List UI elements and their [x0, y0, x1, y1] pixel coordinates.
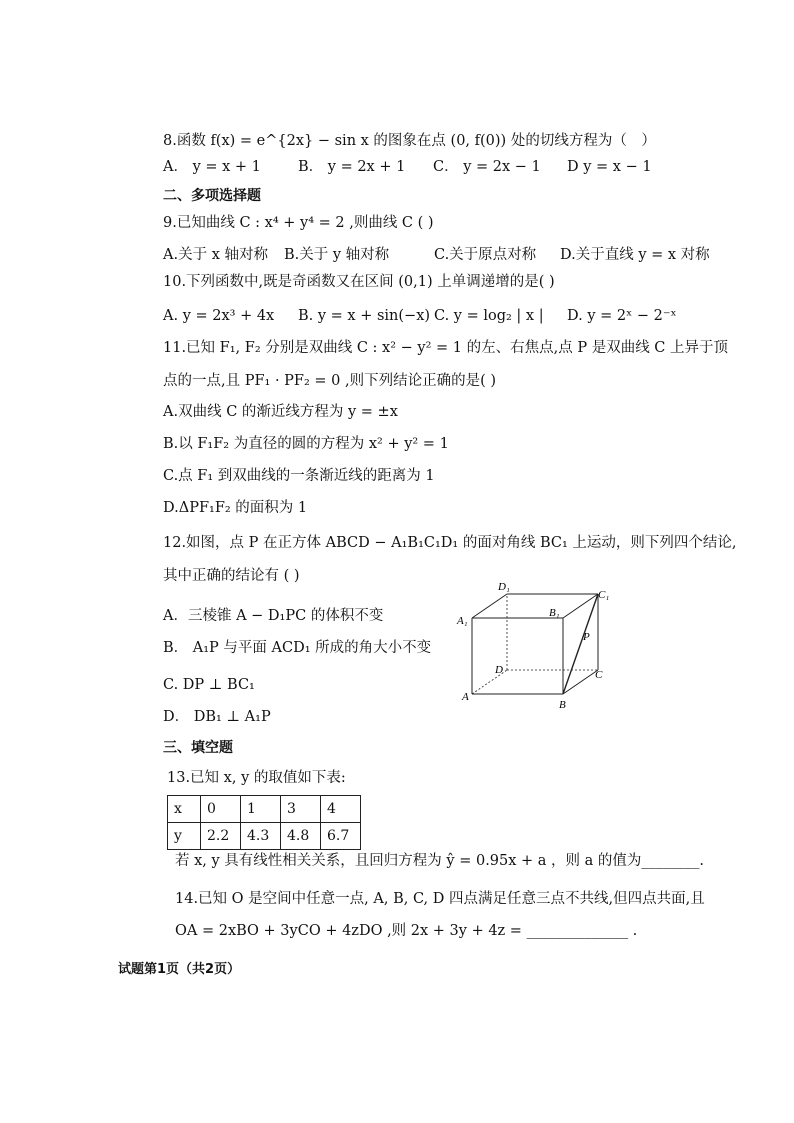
- cube-label-a: A: [462, 691, 469, 703]
- table-cell: y: [168, 823, 201, 850]
- q12-option-d: D． DB₁ ⊥ A₁P: [163, 709, 271, 725]
- table-cell: 4: [321, 796, 361, 823]
- q14-stem-line1: 14.已知 O 是空间中任意一点, A, B, C, D 四点满足任意三点不共线,但四点共面,且: [175, 891, 705, 907]
- q9-option-a: A.关于 x 轴对称: [163, 247, 268, 263]
- q13-regression-sentence: 若 x, y 具有线性相关关系，且回归方程为 ŷ = 0.95x + a ，则 a 的值为________.: [175, 853, 705, 869]
- cube-label-d1: D₁: [498, 581, 510, 593]
- q11-option-b: B.以 F₁F₂ 为直径的圆的方程为 x² + y² = 1: [163, 436, 449, 452]
- q10-option-d: D. y = 2ˣ − 2⁻ˣ: [567, 308, 677, 324]
- q12-option-c: C. DP ⊥ BC₁: [163, 677, 255, 693]
- section-title-fill-in: 三、填空题: [163, 740, 233, 756]
- q11-option-d: D.ΔPF₁F₂ 的面积为 1: [163, 500, 308, 516]
- q13-stem: 13.已知 x, y 的取值如下表:: [167, 770, 346, 786]
- page-footer: 试题第1页（共2页）: [118, 962, 241, 977]
- q9-option-b: B.关于 y 轴对称: [284, 247, 390, 263]
- q12-option-b: B． A₁P 与平面 ACD₁ 所成的角大小不变: [163, 640, 432, 656]
- table-cell: 4.3: [241, 823, 281, 850]
- table-cell: x: [168, 796, 201, 823]
- q8-option-a: A． y = x + 1: [163, 159, 261, 175]
- q10-stem: 10.下列函数中,既是奇函数又在区间 (0,1) 上单调递增的是( ): [163, 274, 555, 290]
- table-cell: 4.8: [281, 823, 321, 850]
- q10-option-c: C. y = log₂ | x |: [434, 308, 544, 324]
- q10-option-a: A. y = 2x³ + 4x: [163, 308, 275, 324]
- cube-edge-b1c1: [563, 594, 598, 618]
- cube-edge-a1d1: [472, 594, 507, 618]
- cube-label-a1: A₁: [457, 615, 468, 627]
- table-cell: 6.7: [321, 823, 361, 850]
- q12-stem-line2: 其中正确的结论有 ( ): [163, 568, 300, 584]
- cube-figure: [452, 578, 612, 710]
- cube-label-p: P: [583, 631, 590, 643]
- q11-option-c: C.点 F₁ 到双曲线的一条渐近线的距离为 1: [163, 468, 435, 484]
- cube-label-b1: B₁: [549, 607, 560, 619]
- section-title-multiple-choice: 二、多项选择题: [163, 188, 261, 204]
- q12-stem-line1: 12.如图，点 P 在正方体 ABCD − A₁B₁C₁D₁ 的面对角线 BC₁ 上运动，则下列四个结论,: [163, 535, 737, 551]
- q11-stem-line1: 11.已知 F₁, F₂ 分别是双曲线 C : x² − y² = 1 的左、右焦点,点 P 是双曲线 C 上异于顶: [163, 340, 729, 356]
- q8-option-d: D y = x − 1: [567, 159, 652, 175]
- q9-option-c: C.关于原点对称: [434, 247, 537, 263]
- table-cell: 0: [201, 796, 241, 823]
- q9-stem: 9.已知曲线 C : x⁴ + y⁴ = 2 ,则曲线 C ( ): [163, 215, 434, 231]
- q9-option-d: D.关于直线 y = x 对称: [560, 247, 710, 263]
- cube-label-b: B: [559, 699, 566, 710]
- q12-option-a: A．三棱锥 A − D₁PC 的体积不变: [163, 608, 384, 624]
- cube-diagonal-bc1: [563, 594, 598, 694]
- table-cell: 1: [241, 796, 281, 823]
- q11-stem-line2: 点的一点,且 PF₁ · PF₂ = 0 ,则下列结论正确的是( ): [163, 373, 497, 389]
- q10-option-b: B. y = x + sin(−x): [298, 308, 431, 324]
- table-row: [168, 823, 361, 850]
- q8-option-c: C． y = 2x − 1: [433, 159, 541, 175]
- table-cell: 2.2: [201, 823, 241, 850]
- cube-edge-bc: [563, 670, 598, 694]
- q11-option-a: A.双曲线 C 的渐近线方程为 y = ±x: [163, 404, 398, 420]
- cube-label-c1: C₁: [598, 589, 610, 601]
- cube-label-d: D: [495, 664, 503, 676]
- q14-stem-line2: OA = 2xBO + 3yCO + 4zDO ,则 2x + 3y + 4z = ______________ .: [175, 923, 638, 939]
- q8-option-b: B． y = 2x + 1: [298, 159, 406, 175]
- table-row: [168, 796, 361, 823]
- q8-stem: 8.函数 f(x) = e^{2x} − sin x 的图象在点 (0, f(0)) 处的切线方程为（ ）: [163, 133, 656, 149]
- q13-value-table: [167, 795, 361, 850]
- table-cell: 3: [281, 796, 321, 823]
- cube-label-c: C: [595, 669, 603, 681]
